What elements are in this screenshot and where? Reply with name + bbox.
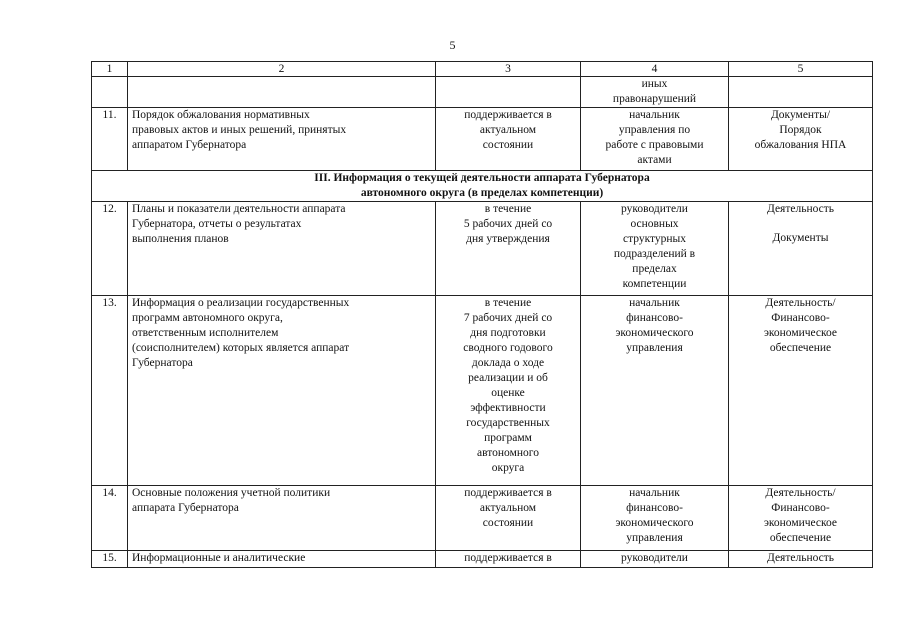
cell-line: пределах xyxy=(632,263,677,275)
row-deadline xyxy=(436,202,581,296)
continuation-col-2 xyxy=(128,77,436,108)
cell-line: автономного xyxy=(477,447,539,459)
cell-line: в течение xyxy=(484,297,532,309)
cell-line: основных xyxy=(630,218,679,230)
cell-line: Деятельность/ xyxy=(765,487,836,499)
cell-line: (соисполнителем) которых является аппарат xyxy=(132,342,350,354)
row-deadline xyxy=(436,296,581,486)
cell-line: Губернатора xyxy=(132,357,193,369)
cell-line: управления xyxy=(626,532,683,544)
table-header-row xyxy=(92,62,873,77)
cell-line: руководители xyxy=(621,203,688,215)
row-title xyxy=(128,202,436,296)
row-section xyxy=(729,486,873,551)
row-deadline xyxy=(436,551,581,568)
table-row-15 xyxy=(92,551,873,568)
cell-line: экономического xyxy=(615,517,694,529)
cell-line: поддерживается в xyxy=(464,552,552,564)
cell-line: актуальном xyxy=(479,502,537,514)
row-number: 14. xyxy=(92,486,128,551)
cell-line: Губернатора, отчеты о результатах xyxy=(132,218,302,230)
header-col-2: 2 xyxy=(128,62,436,77)
cell-line: сводного годового xyxy=(463,342,553,354)
row-number: 15. xyxy=(92,551,128,568)
cell-line: программ автономного округа, xyxy=(132,312,283,324)
cell-line: Документы/ xyxy=(770,109,831,121)
cell-line: финансово- xyxy=(626,502,683,514)
cell-line: экономического xyxy=(615,327,694,339)
cell-line: управления xyxy=(626,342,683,354)
cell-line: дня утверждения xyxy=(466,233,550,245)
cell-line: Финансово- xyxy=(771,312,830,324)
table-row-14 xyxy=(92,486,873,551)
table-row-11 xyxy=(92,108,873,171)
cell-line: Планы и показатели деятельности аппарата xyxy=(132,203,346,215)
cell-line: аппаратом Губернатора xyxy=(132,139,247,151)
cell-line: начальник xyxy=(629,487,680,499)
row-section xyxy=(729,108,873,171)
cell-line: Деятельность xyxy=(766,552,835,564)
cell-line: компетенции xyxy=(622,278,687,290)
cell-line: аппарата Губернатора xyxy=(132,502,239,514)
cell-line: программ xyxy=(484,432,532,444)
table-row-12 xyxy=(92,202,873,296)
cell-line: Информация о реализации государственных xyxy=(132,297,350,309)
cell-line: экономическое xyxy=(763,327,838,339)
cell-line: работе с правовыми xyxy=(605,139,704,151)
cell-line: руководители xyxy=(621,552,688,564)
cell-line: государственных xyxy=(466,417,550,429)
cell-line: начальник xyxy=(629,109,680,121)
section-title-line: III. Информация о текущей деятельности аппарата Губернатора xyxy=(314,172,650,184)
cell-line: поддерживается в xyxy=(464,109,552,121)
cell-line: дня подготовки xyxy=(470,327,546,339)
cell-line: иных xyxy=(641,78,668,90)
section-title-line: автономного округа (в пределах компетенции) xyxy=(360,187,604,199)
cell-line: 7 рабочих дней со xyxy=(463,312,553,324)
cell-line: Информационные и аналитические xyxy=(132,552,306,564)
row-title xyxy=(128,296,436,486)
cell-line: подразделений в xyxy=(613,248,696,260)
cell-line: структурных xyxy=(622,233,687,245)
cell-line: состоянии xyxy=(482,139,534,151)
cell-line: 5 рабочих дней со xyxy=(463,218,553,230)
cell-line: управления по xyxy=(618,124,691,136)
row-number: 11. xyxy=(92,108,128,171)
continuation-col-3 xyxy=(436,77,581,108)
continuation-col-5 xyxy=(729,77,873,108)
cell-line: обеспечение xyxy=(769,532,832,544)
cell-line: начальник xyxy=(629,297,680,309)
cell-gap xyxy=(733,217,868,231)
continuation-col-4 xyxy=(581,77,729,108)
row-section xyxy=(729,296,873,486)
row-number: 13. xyxy=(92,296,128,486)
section-heading xyxy=(92,171,873,202)
page-number: 5 xyxy=(449,38,456,52)
cell-line: финансово- xyxy=(626,312,683,324)
continuation-num xyxy=(92,77,128,108)
cell-line: актами xyxy=(637,154,672,166)
cell-line: правонарушений xyxy=(612,93,697,105)
cell-line: поддерживается в xyxy=(464,487,552,499)
section-heading-row xyxy=(92,171,873,202)
cell-line: Деятельность xyxy=(766,203,835,215)
cell-line: состоянии xyxy=(482,517,534,529)
cell-line: Документы xyxy=(772,232,829,244)
continuation-row xyxy=(92,77,873,108)
cell-line: Финансово- xyxy=(771,502,830,514)
row-title xyxy=(128,551,436,568)
cell-line: округа xyxy=(491,462,525,474)
row-responsible xyxy=(581,108,729,171)
row-deadline xyxy=(436,486,581,551)
header-col-1: 1 xyxy=(92,62,128,77)
cell-line: Основные положения учетной политики xyxy=(132,487,331,499)
row-section xyxy=(729,202,873,296)
document-table xyxy=(91,61,873,568)
cell-line: обеспечение xyxy=(769,342,832,354)
cell-line: актуальном xyxy=(479,124,537,136)
cell-line: Деятельность/ xyxy=(765,297,836,309)
header-col-3: 3 xyxy=(436,62,581,77)
cell-line: экономическое xyxy=(763,517,838,529)
cell-line: обжалования НПА xyxy=(754,139,847,151)
cell-line: доклада о ходе xyxy=(471,357,545,369)
table-row-13 xyxy=(92,296,873,486)
cell-line: реализации и об xyxy=(468,372,548,384)
cell-line: эффективности xyxy=(470,402,546,414)
row-section xyxy=(729,551,873,568)
cell-line: Порядок обжалования нормативных xyxy=(132,109,310,121)
row-responsible xyxy=(581,486,729,551)
row-deadline xyxy=(436,108,581,171)
row-responsible xyxy=(581,551,729,568)
cell-line: ответственным исполнителем xyxy=(132,327,279,339)
row-title xyxy=(128,486,436,551)
row-number: 12. xyxy=(92,202,128,296)
cell-line: оценке xyxy=(491,387,525,399)
cell-line: правовых актов и иных решений, принятых xyxy=(132,124,347,136)
row-responsible xyxy=(581,202,729,296)
cell-line: Порядок xyxy=(779,124,822,136)
row-title xyxy=(128,108,436,171)
header-col-5: 5 xyxy=(729,62,873,77)
header-col-4: 4 xyxy=(581,62,729,77)
cell-line: в течение xyxy=(484,203,532,215)
cell-line: выполнения планов xyxy=(132,233,229,245)
row-responsible xyxy=(581,296,729,486)
